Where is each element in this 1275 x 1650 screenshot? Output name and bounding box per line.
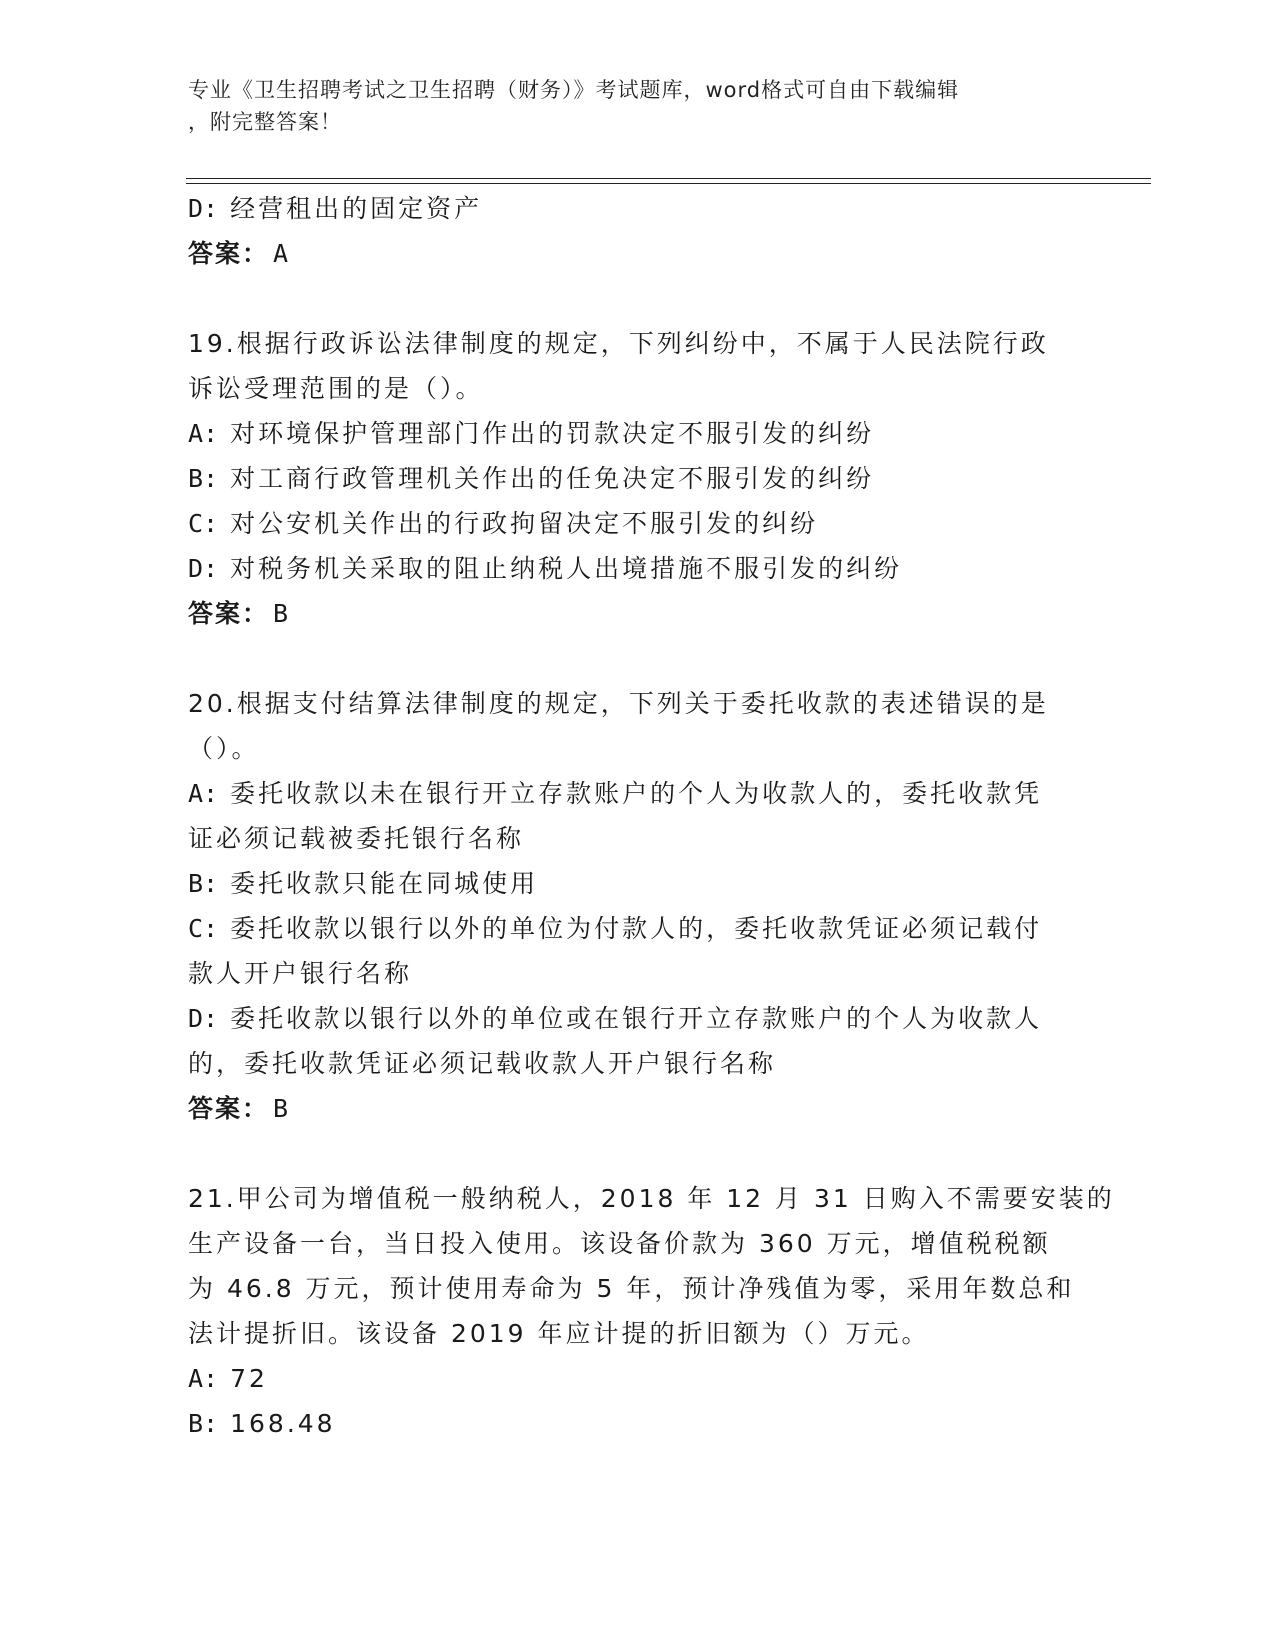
option-text: 对工商行政管理机关作出的任免决定不服引发的纠纷 <box>230 464 875 493</box>
q21-stem-line-2: 生产设备一台，当日投入使用。该设备价款为 360 万元，增值税税额 <box>188 1229 1051 1258</box>
option-text: 对公安机关作出的行政拘留决定不服引发的纠纷 <box>230 509 819 538</box>
q19-answer <box>188 591 1068 636</box>
q21-stem-line-1: 21.甲公司为增值税一般纳税人，2018 年 12 月 31 日购入不需要安装的 <box>188 1184 1115 1213</box>
spacer <box>188 276 1068 321</box>
option-key: C: <box>188 509 219 538</box>
option-key: C: <box>188 914 219 943</box>
header-divider-bottom <box>186 183 1151 184</box>
option-text: 委托收款以银行以外的单位为付款人的，委托收款凭证必须记载付 <box>230 914 1043 943</box>
option-key: B: <box>188 1409 219 1438</box>
q19-stem-line-1: 19.根据行政诉讼法律制度的规定，下列纠纷中，不属于人民法院行政 <box>188 329 1049 358</box>
document-body <box>188 186 1115 1446</box>
answer-value: A <box>273 239 289 268</box>
answer-value: B <box>273 1094 289 1123</box>
document-header <box>188 74 1068 138</box>
option-key: B: <box>188 869 219 898</box>
q21-option-a <box>188 1356 1068 1401</box>
prev-option-d <box>188 186 1068 231</box>
option-text: 72 <box>230 1364 268 1393</box>
q20-stem-line-2: （）。 <box>188 734 260 763</box>
header-divider-top <box>186 178 1151 179</box>
q20-option-a-cont: 证必须记载被委托银行名称 <box>188 824 525 853</box>
q20-option-a <box>188 771 1068 816</box>
option-key: A: <box>188 1364 219 1393</box>
q21-option-b <box>188 1401 1068 1446</box>
q19-stem-line-2: 诉讼受理范围的是（）。 <box>188 374 484 403</box>
answer-label: 答案： <box>188 1094 270 1123</box>
q20-stem-line-1: 20.根据支付结算法律制度的规定，下列关于委托收款的表述错误的是 <box>188 689 1049 718</box>
option-key: B: <box>188 464 219 493</box>
answer-label: 答案： <box>188 599 270 628</box>
option-text: 对环境保护管理部门作出的罚款决定不服引发的纠纷 <box>230 419 875 448</box>
option-text: 委托收款只能在同城使用 <box>230 869 539 898</box>
option-key: D: <box>188 1004 219 1033</box>
answer-value: B <box>273 599 289 628</box>
q20-option-b <box>188 861 1068 906</box>
option-text: 委托收款以未在银行开立存款账户的个人为收款人的，委托收款凭 <box>230 779 1043 808</box>
q19-option-b <box>188 456 1068 501</box>
option-key: D: <box>188 554 219 583</box>
option-key: A: <box>188 419 219 448</box>
q20-option-d-cont: 的，委托收款凭证必须记载收款人开户银行名称 <box>188 1049 777 1078</box>
q20-option-d <box>188 996 1068 1041</box>
q21-stem-line-3: 为 46.8 万元，预计使用寿命为 5 年，预计净残值为零，采用年数总和 <box>188 1274 1075 1303</box>
option-key: D: <box>188 194 219 223</box>
option-key: A: <box>188 779 219 808</box>
q19-option-d <box>188 546 1068 591</box>
header-line-1: 专业《卫生招聘考试之卫生招聘（财务）》考试题库，word格式可自由下载编辑 <box>188 78 960 102</box>
spacer <box>188 636 1068 681</box>
q19-option-a <box>188 411 1068 456</box>
spacer <box>188 1131 1068 1176</box>
q20-option-c <box>188 906 1068 951</box>
answer-label: 答案： <box>188 239 270 268</box>
option-text: 168.48 <box>230 1409 336 1438</box>
option-text: 委托收款以银行以外的单位或在银行开立存款账户的个人为收款人 <box>230 1004 1043 1033</box>
option-text: 经营租出的固定资产 <box>230 194 483 223</box>
q19-option-c <box>188 501 1068 546</box>
q21-stem-line-4: 法计提折旧。该设备 2019 年应计提的折旧额为（）万元。 <box>188 1319 930 1348</box>
q20-answer <box>188 1086 1068 1131</box>
option-text: 对税务机关采取的阻止纳税人出境措施不服引发的纠纷 <box>230 554 903 583</box>
prev-answer <box>188 231 1068 276</box>
header-line-2: ，附完整答案！ <box>188 110 342 134</box>
q20-option-c-cont: 款人开户银行名称 <box>188 959 413 988</box>
